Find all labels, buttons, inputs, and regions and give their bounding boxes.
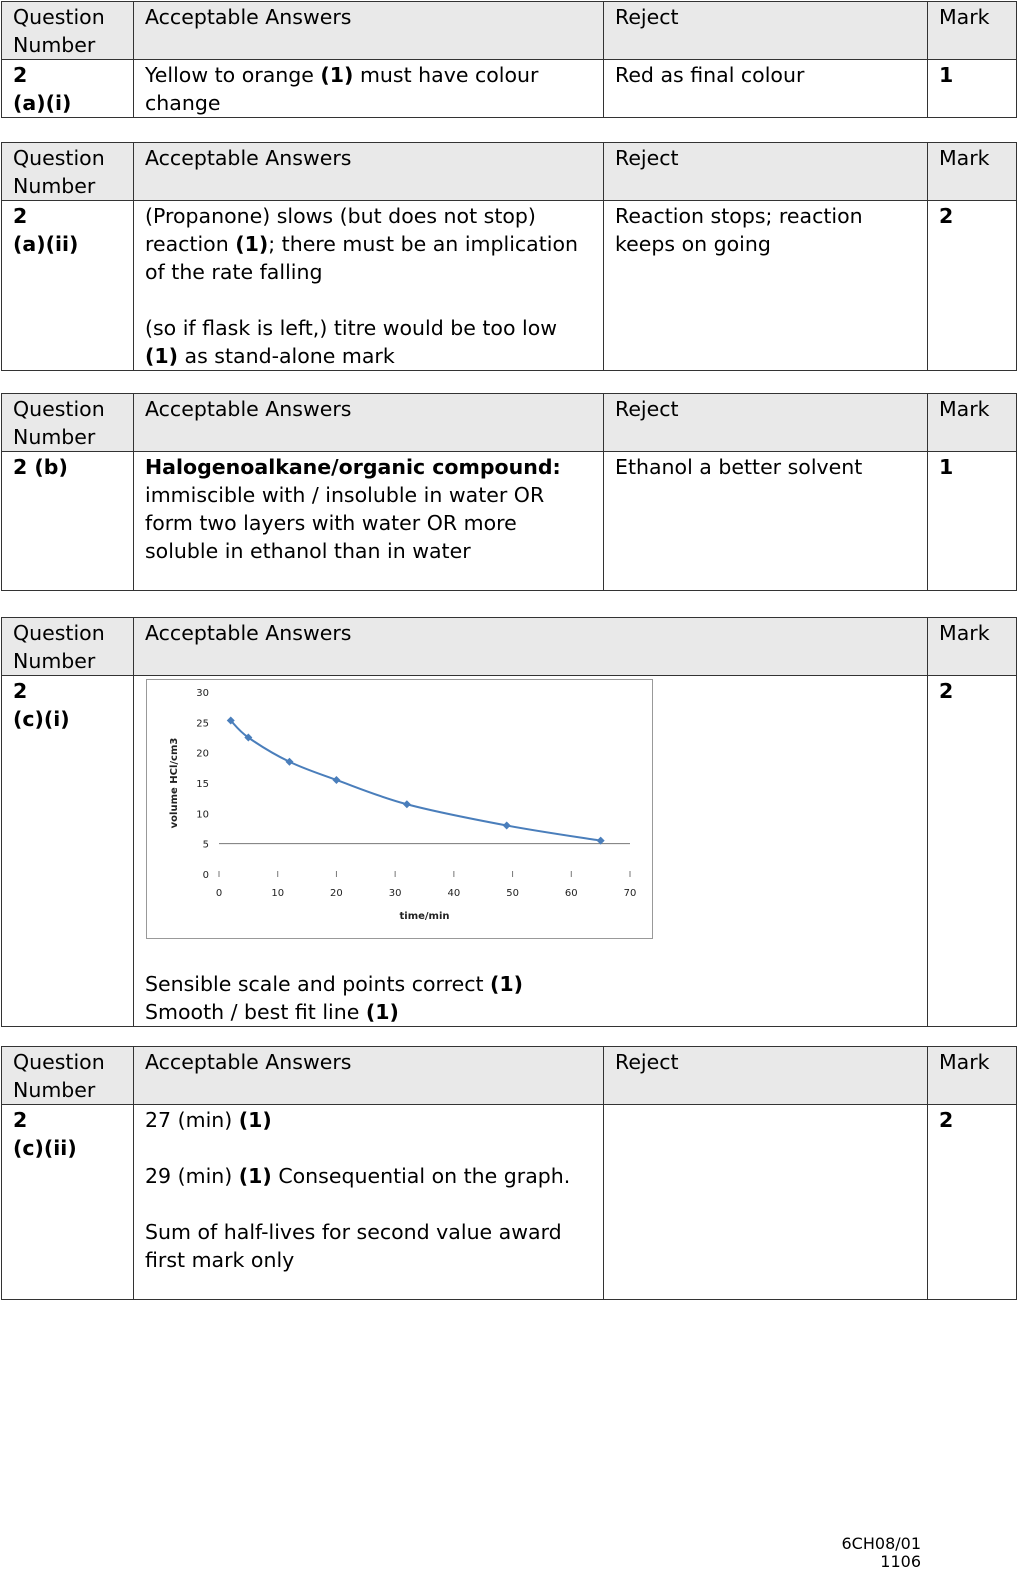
page-footer — [842, 1535, 922, 1571]
reject-answer: Reaction stops; reaction keeps on going — [604, 201, 928, 371]
header-mark: Mark — [928, 143, 1017, 201]
answer-paragraph: 29 (min) (1) Consequential on the graph. — [145, 1164, 571, 1188]
data-point — [285, 758, 293, 766]
reject-answer: Red as final colour — [604, 60, 928, 118]
answer-paragraph: (so if flask is left,) titre would be too low (1) as stand-alone mark — [145, 316, 558, 368]
mark-value: 1 — [928, 452, 1017, 591]
mark-value: 2 — [928, 676, 1017, 1027]
answer-row — [2, 452, 1017, 591]
answer-paragraph: Sum of half-lives for second value award first mark only — [145, 1220, 562, 1272]
mark-value: 2 — [928, 1105, 1017, 1300]
header-reject: Reject — [604, 1047, 928, 1105]
y-tick-label: 0 — [202, 870, 209, 881]
x-tick-label: 50 — [506, 888, 519, 899]
paper-code: 6CH08/01 — [841, 1534, 921, 1553]
header-row — [2, 618, 1017, 676]
header-row — [2, 394, 1017, 452]
question-number: 2 (c)(i) — [2, 676, 134, 1027]
y-tick-label: 20 — [196, 748, 209, 760]
answer-row — [2, 201, 1017, 371]
y-tick-label: 15 — [196, 779, 209, 790]
data-point — [332, 776, 340, 784]
x-tick-label: 0 — [215, 888, 223, 899]
header-acceptable-answers: Acceptable Answers — [134, 394, 604, 452]
question-number: 2 (b) — [2, 452, 134, 591]
header-acceptable-answers: Acceptable Answers — [134, 143, 604, 201]
header-question-number: Question Number — [2, 618, 134, 676]
x-tick-label: 30 — [388, 888, 402, 899]
header-row — [2, 2, 1017, 60]
x-tick-label: 10 — [271, 888, 285, 899]
volume-time-chart — [147, 680, 652, 938]
header-mark: Mark — [928, 618, 1017, 676]
answer-row — [2, 60, 1017, 118]
mark-value: 1 — [928, 60, 1017, 118]
markscheme-table-2ci — [1, 617, 1017, 1027]
header-acceptable-answers: Acceptable Answers — [134, 2, 604, 60]
page-number: 1106 — [880, 1552, 921, 1571]
y-tick-label: 25 — [196, 718, 209, 730]
markscheme-table-2cii — [1, 1046, 1017, 1300]
acceptable-answer — [134, 201, 604, 371]
header-mark: Mark — [928, 394, 1017, 452]
chart-frame — [146, 679, 653, 939]
y-tick-label: 30 — [196, 688, 209, 699]
reject-answer — [604, 1105, 928, 1300]
header-mark: Mark — [928, 1047, 1017, 1105]
header-reject: Reject — [604, 394, 928, 452]
header-question-number: Question Number — [2, 1047, 134, 1105]
header-reject: Reject — [604, 143, 928, 201]
answer-paragraph: 27 (min) (1) — [145, 1108, 272, 1132]
acceptable-answer — [134, 676, 928, 1027]
x-tick-label: 40 — [447, 888, 461, 899]
answer-paragraph: (Propanone) slows (but does not stop) reaction (1); there must be an implication of the rate falling — [145, 204, 578, 284]
acceptable-answer: Yellow to orange (1) must have colour change — [134, 60, 604, 118]
y-tick-label: 5 — [202, 839, 209, 851]
question-number: 2 (c)(ii) — [2, 1105, 134, 1300]
markscheme-table-2aii — [1, 142, 1017, 371]
reject-answer: Ethanol a better solvent — [604, 452, 928, 591]
x-tick-label: 70 — [623, 888, 637, 899]
question-number: 2 (a)(i) — [2, 60, 134, 118]
series-line — [231, 721, 601, 841]
acceptable-answer: Halogenoalkane/organic compound: immiscible with / insoluble in water OR form two layers with water OR more soluble in ethanol than in water — [134, 452, 604, 591]
header-mark: Mark — [928, 2, 1017, 60]
mark-value: 2 — [928, 201, 1017, 371]
y-axis-title: volume HCl/cm3 — [169, 737, 180, 829]
answer-row — [2, 1105, 1017, 1300]
header-row — [2, 143, 1017, 201]
x-axis-title: time/min — [399, 911, 450, 922]
markscheme-table-2ai — [1, 1, 1017, 118]
header-question-number: Question Number — [2, 143, 134, 201]
header-reject: Reject — [604, 2, 928, 60]
header-question-number: Question Number — [2, 394, 134, 452]
data-point — [503, 821, 511, 829]
y-tick-label: 10 — [196, 809, 209, 821]
acceptable-answer — [134, 1105, 604, 1300]
criterion-line: Smooth / best fit line (1) — [145, 1000, 399, 1024]
data-point — [403, 800, 411, 808]
question-number: 2 (a)(ii) — [2, 201, 134, 371]
header-row — [2, 1047, 1017, 1105]
x-tick-label: 60 — [564, 888, 578, 899]
markscheme-table-2b — [1, 393, 1017, 591]
header-acceptable-answers: Acceptable Answers — [134, 618, 928, 676]
header-question-number: Question Number — [2, 2, 134, 60]
x-tick-label: 20 — [330, 888, 343, 899]
answer-row — [2, 676, 1017, 1027]
criterion-line: Sensible scale and points correct (1) — [145, 972, 524, 996]
header-acceptable-answers: Acceptable Answers — [134, 1047, 604, 1105]
